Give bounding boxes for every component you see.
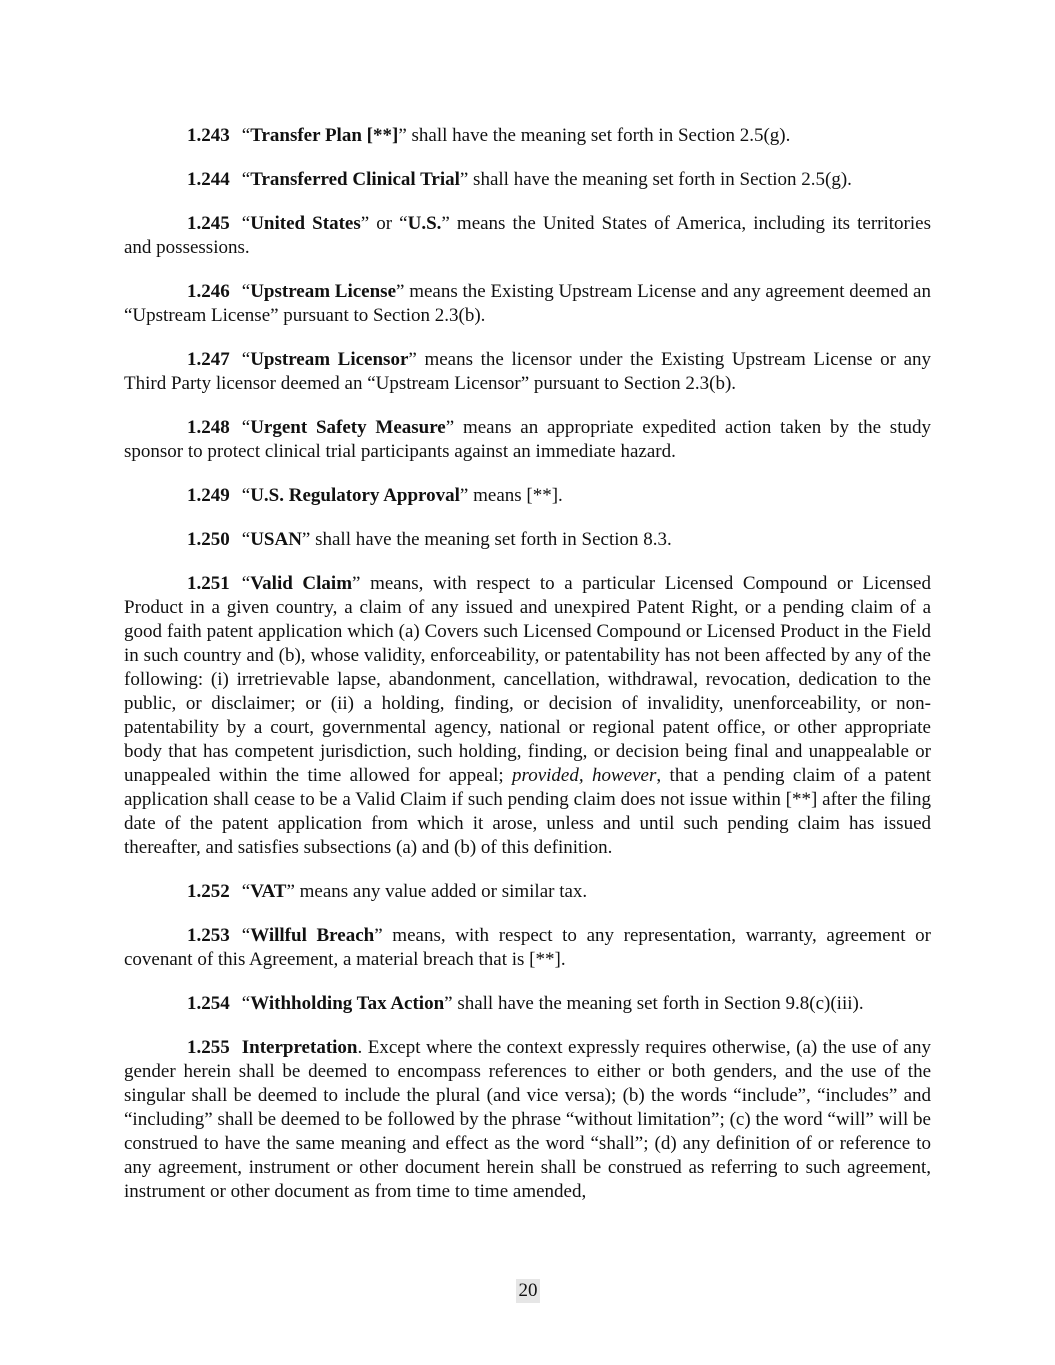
clause-1-250: 1.250 “USAN” shall have the meaning set forth in Section 8.3. bbox=[187, 529, 672, 550]
section-heading: Interpretation bbox=[241, 1037, 358, 1058]
defined-term: Withholding Tax Action bbox=[250, 993, 445, 1014]
clause-1-249: 1.249 “U.S. Regulatory Approval” means [**]. bbox=[187, 485, 563, 506]
defined-term: Urgent Safety Measure bbox=[250, 417, 446, 438]
defined-term: Transfer Plan [**] bbox=[250, 125, 399, 146]
clause-1-252: 1.252 “VAT” means any value added or similar tax. bbox=[187, 881, 588, 902]
clause-1-254: 1.254 “Withholding Tax Action” shall have the meaning set forth in Section 9.8(c)(iii). bbox=[187, 993, 864, 1014]
defined-term: U.S. Regulatory Approval bbox=[250, 485, 460, 506]
defined-term: Valid Claim bbox=[250, 573, 353, 594]
page-number: 20 bbox=[516, 1279, 540, 1303]
defined-term: Transferred Clinical Trial bbox=[250, 169, 460, 190]
clause-1-246: 1.246 “Upstream License” means the Existing Upstream License and any agreement deemed an “Upstream License” pursuant to Section 2.3(b). bbox=[124, 281, 931, 326]
defined-term: Willful Breach bbox=[250, 925, 375, 946]
clause-1-255-interpretation: 1.255 Interpretation. Except where the context expressly requires otherwise, (a) the use of any gender herein shall be deemed to encompass references to either or both genders, and the use of the singular shall be deemed to include the plural (and vice versa); (b) the words “include”, “includes” and “including” shall be deemed to be followed by the phrase “without limitation”; (c) the word “will” will be construed to have the same meaning and effect as the word “shall”; (d) any definition of or reference to any agreement, instrument or other document herein shall be construed as referring to such agreement, instrument or other document as from time to time amended, bbox=[124, 1037, 931, 1202]
defined-term: Upstream License bbox=[250, 281, 397, 302]
defined-term: U.S. bbox=[407, 213, 442, 234]
clause-1-253: 1.253 “Willful Breach” means, with respect to any representation, warranty, agreement or covenant of this Agreement, a material breach that is [**]. bbox=[124, 925, 931, 970]
clause-1-244: 1.244 “Transferred Clinical Trial” shall have the meaning set forth in Section 2.5(g). bbox=[187, 169, 852, 190]
document-page bbox=[124, 124, 931, 1224]
clause-1-243: 1.243 “Transfer Plan [**]” shall have the meaning set forth in Section 2.5(g). bbox=[187, 125, 791, 146]
defined-term: Upstream Licensor bbox=[250, 349, 409, 370]
clause-1-248: 1.248 “Urgent Safety Measure” means an appropriate expedited action taken by the study sponsor to protect clinical trial participants against an immediate hazard. bbox=[124, 417, 931, 462]
defined-term: VAT bbox=[250, 881, 287, 902]
clause-1-247: 1.247 “Upstream Licensor” means the licensor under the Existing Upstream License or any Third Party licensor deemed an “Upstream Licensor” pursuant to Section 2.3(b). bbox=[124, 349, 931, 394]
defined-term: United States bbox=[250, 213, 361, 234]
italic-phrase: provided, however bbox=[512, 765, 657, 786]
clause-1-245: 1.245 “United States” or “U.S.” means the United States of America, including its territories and possessions. bbox=[124, 213, 931, 258]
defined-term: USAN bbox=[250, 529, 302, 550]
clause-1-251: 1.251 “Valid Claim” means, with respect to a particular Licensed Compound or Licensed Product in a given country, a claim of any issued and unexpired Patent Right, or a pending claim of a good faith patent application which (a) Covers such Licensed Compound or Licensed Product in the Field in such country and (b), whose validity, enforceability, or patentability has not been affected by any of the following: (i) irretrievable lapse, abandonment, cancellation, withdrawal, revocation, dedication to the public, or disclaimer; or (ii) a holding, finding, or decision of invalidity, unenforceability, or non-patentability by a court, governmental agency, national or regional patent office, or other appropriate body that has competent jurisdiction, such holding, finding, or decision being final and unappealable or unappealed within the time allowed for appeal; provided, however, that a pending claim of a patent application shall cease to be a Valid Claim if such pending claim does not issue within [**] after the filing date of the patent application from which it arose, unless and until such pending claim has issued thereafter, and satisfies subsections (a) and (b) of this definition. bbox=[124, 573, 931, 858]
